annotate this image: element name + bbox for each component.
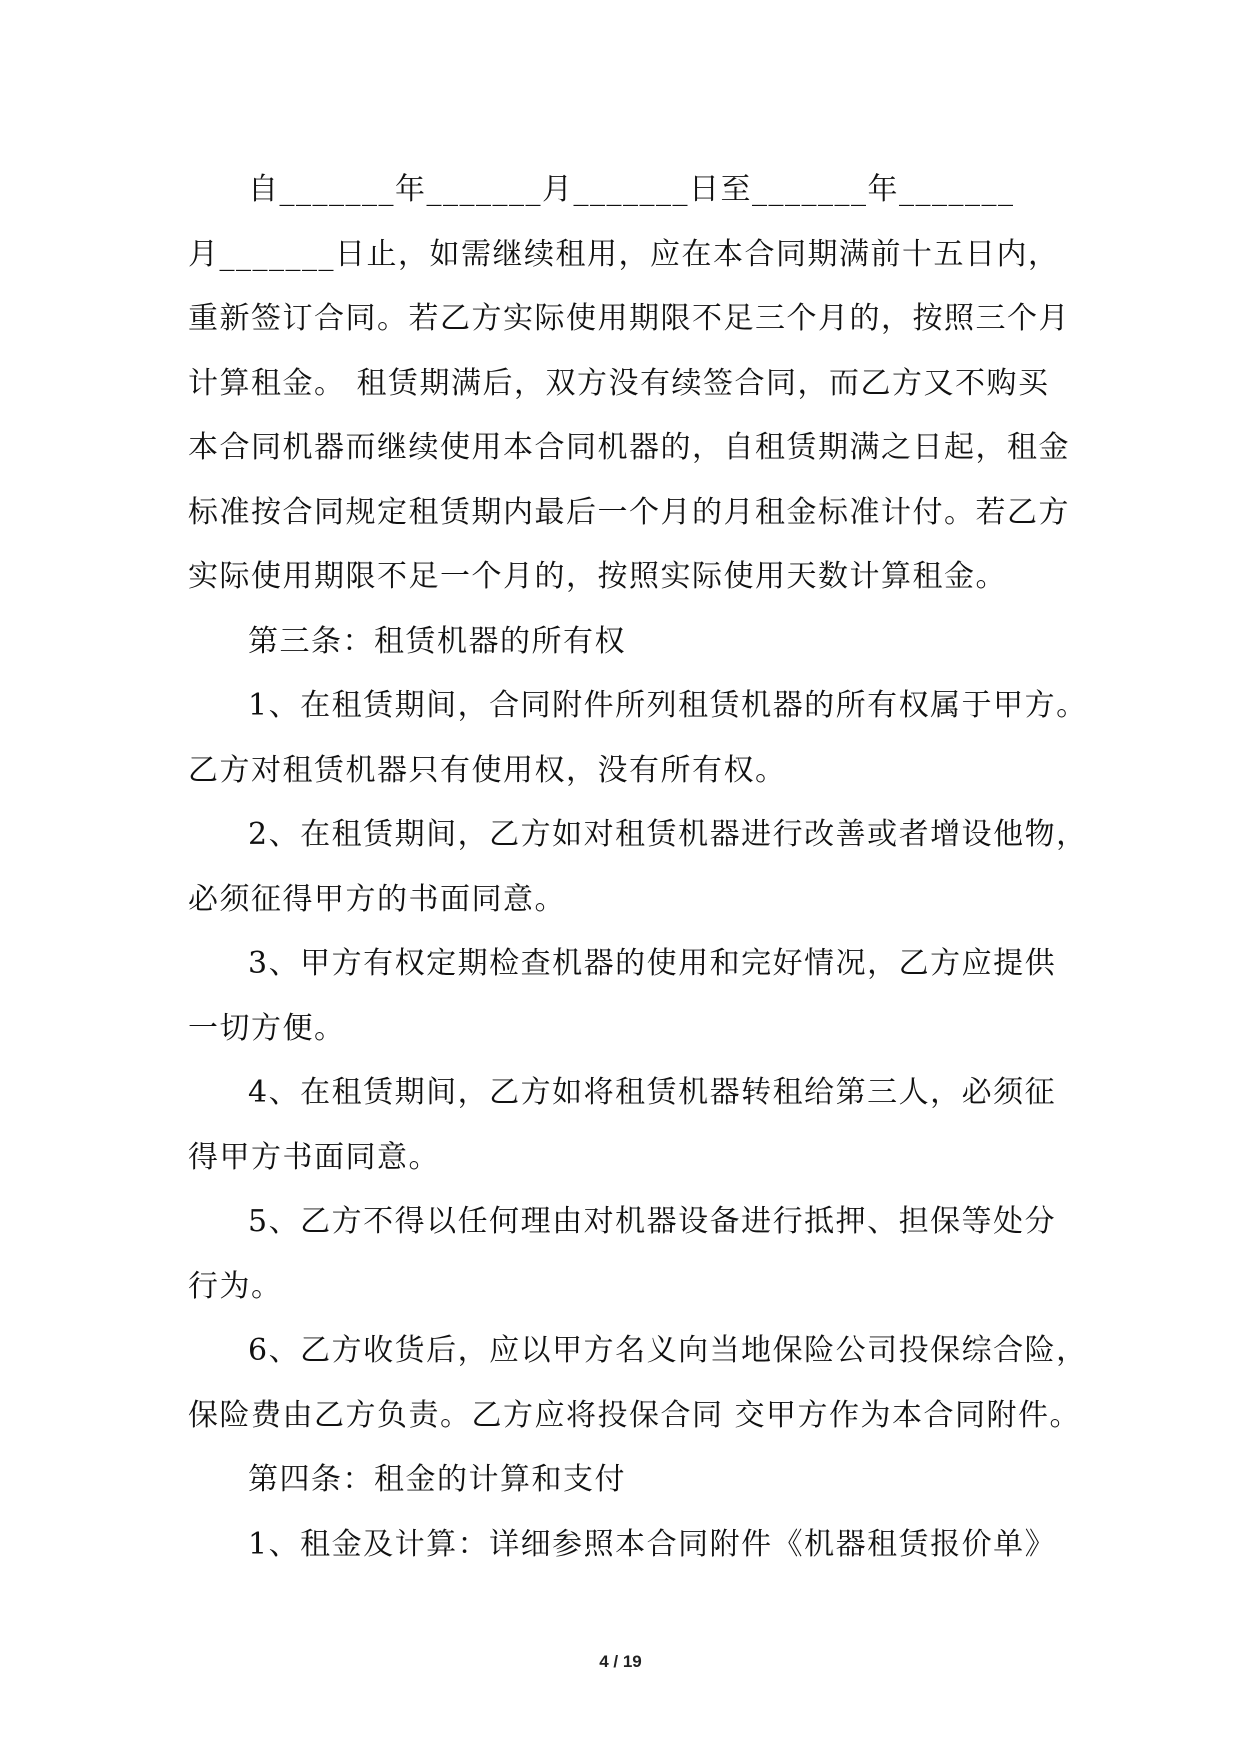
page-number: 4 / 19 [599, 1652, 642, 1671]
text-line: 自_______年_______月_______日至_______年_______ [248, 172, 1015, 207]
document-body [188, 158, 1088, 1577]
text-line: 得甲方书面同意。 [188, 1139, 440, 1175]
section-heading: 第四条：租金的计算和支付 [248, 1462, 626, 1497]
text-line: 重新签订合同。若乙方实际使用期限不足三个月的，按照三个月 [188, 301, 1070, 336]
text-line: 一切方便。 [188, 1010, 346, 1046]
text-line: 月_______日止，如需继续租用，应在本合同期满前十五日内， [188, 236, 1060, 272]
text-line: 行为。 [188, 1268, 283, 1304]
clause-line: 2、在租赁期间，乙方如对租赁机器进行改善或者增设他物， [248, 817, 1088, 852]
text-line: 计算租金。 租赁期满后，双方没有续签合同，而乙方又不购买 [188, 365, 1050, 401]
text-line: 本合同机器而继续使用本合同机器的，自租赁期满之日起，租金 [188, 430, 1070, 465]
text-line: 保险费由乙方负责。乙方应将投保合同 交甲方作为本合同附件。 [188, 1397, 1082, 1433]
text-line: 必须征得甲方的书面同意。 [188, 881, 566, 917]
text-line: 乙方对租赁机器只有使用权，没有所有权。 [188, 752, 787, 788]
clause-line: 6、乙方收货后，应以甲方名义向当地保险公司投保综合险， [248, 1333, 1088, 1368]
section-heading: 第三条：租赁机器的所有权 [248, 623, 626, 659]
text-line: 实际使用期限不足一个月的，按照实际使用天数计算租金。 [188, 559, 1007, 594]
clause-line: 1、租金及计算：详细参照本合同附件《机器租赁报价单》 [248, 1526, 1057, 1562]
clause-line: 5、乙方不得以任何理由对机器设备进行抵押、担保等处分 [248, 1204, 1057, 1239]
clause-line: 3、甲方有权定期检查机器的使用和完好情况，乙方应提供 [248, 946, 1057, 981]
clause-line: 1、在租赁期间，合同附件所列租赁机器的所有权属于甲方。 [248, 688, 1088, 723]
text-line: 标准按合同规定租赁期内最后一个月的月租金标准计付。若乙方 [188, 494, 1070, 530]
clause-line: 4、在租赁期间，乙方如将租赁机器转租给第三人，必须征 [248, 1075, 1057, 1110]
